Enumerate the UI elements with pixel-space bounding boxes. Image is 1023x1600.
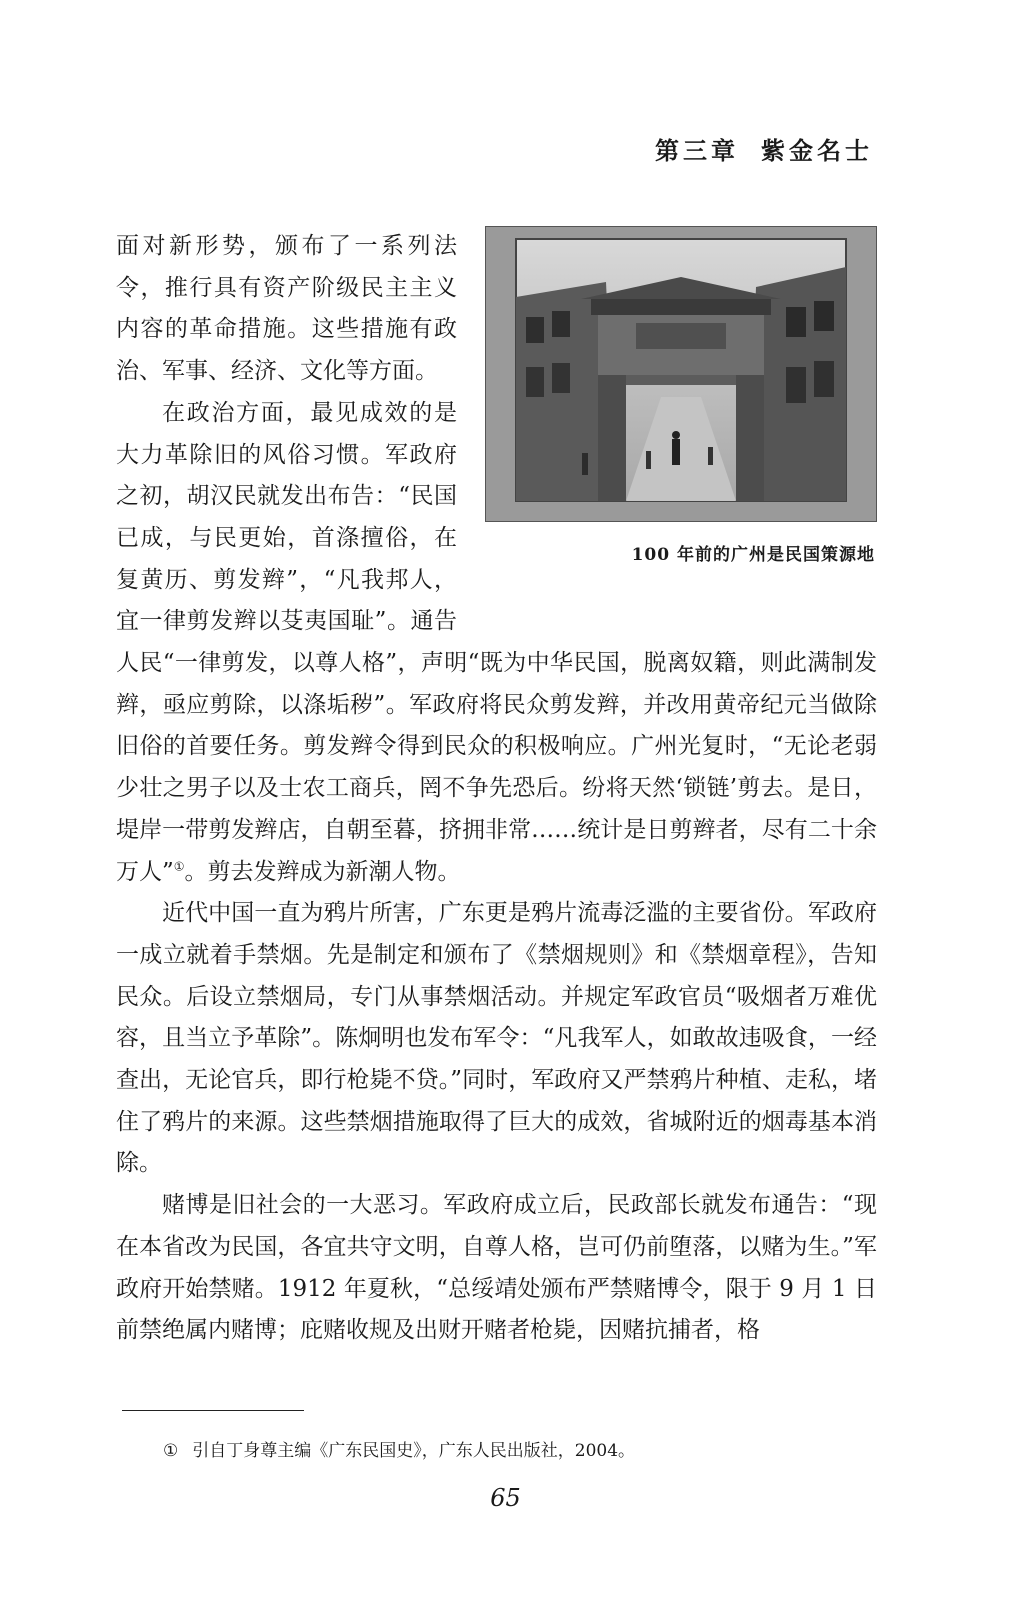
page-number: 65 <box>490 1484 521 1512</box>
paragraph-2-end: 去发辫成为新潮人物。 <box>230 858 461 885</box>
body-text <box>116 226 877 1352</box>
footnote-divider <box>122 1410 304 1411</box>
street-archway-photo <box>485 226 877 522</box>
footnote <box>163 1439 635 1463</box>
footnote-text: 引自丁身尊主编《广东民国史》，广东人民出版社，2004。 <box>192 1441 636 1461</box>
paragraph-2-tail: 。剪 <box>184 858 231 885</box>
paragraph-3: 近代中国一直为鸦片所害，广东更是鸦片流毒泛滥的主要省份。军政府一成立就着手禁烟。先是制定和颁布了《禁烟规则》和《禁烟章程》，告知民众。后设立禁烟局，专门从事禁烟活动。并规定军政官员“吸烟者万难优容，且当立予革除”。陈炯明也发布军令：“凡我军人，如敢故违吸食，一经查出，无论官兵，即行枪毙不贷。”同时，军政府又严禁鸦片种植、走私，堵住了鸦片的来源。这些禁烟措施取得了巨大的成效，省城附近的烟毒基本消除。 <box>116 900 877 1177</box>
figure <box>485 226 877 617</box>
paragraph-4: 赌博是旧社会的一大恶习。军政府成立后，民政部长就发布通告：“现在本省改为民国，各宜共守文明，自尊人格，岂可仍前堕落，以赌为生。”军政府开始禁赌。1912 年夏秋，“总绥靖处颁布严禁赌博令，限于 9 月 1 日前禁绝属内赌博；庇赌收规及出财开赌者枪毙，因赌抗捕者，格 <box>116 1192 877 1344</box>
footnote-reference[interactable]: ① <box>173 858 185 873</box>
paragraph-1: 面对新形势，颁布了一系列法令，推行具有资产阶级民主主义内容的革命措施。这些措施有政治、军事、经济、文化等方面。 <box>116 233 457 385</box>
figure-caption: 100 年前的广州是民国策源地 <box>631 545 875 565</box>
chapter-title: 紫金名士 <box>761 136 873 165</box>
running-header <box>655 131 873 166</box>
paragraph-2-text: 在政治方面，最见成效的是大力革除旧的风俗习惯。军政府之初，胡汉民就发出布告：“民国已成，与民更始，首涤擅俗，在复黄历、剪发辫”，“凡我邦人，宜一律剪发辫以芟夷国耻”。通告人民“一律剪发，以尊人格”，声明“既为中华民国，脱离奴籍，则此满制发辫，亟应剪除，以涤垢秽”。军政府将民众剪发辫，并改用黄帝纪元当做除旧俗的首要任务。剪发辫令得到民众的积极响应。广州光复时，“无论老弱少壮之男子以及士农工商兵，罔不争先恐后。纷将天然‘锁链’剪去。是日，堤岸一带剪发辫店，自朝至暮，挤拥非常……统计是日剪辫者，尽有二十余万人” <box>116 399 877 885</box>
footnote-mark: ① <box>163 1441 179 1461</box>
chapter-label: 第三章 <box>655 136 739 165</box>
